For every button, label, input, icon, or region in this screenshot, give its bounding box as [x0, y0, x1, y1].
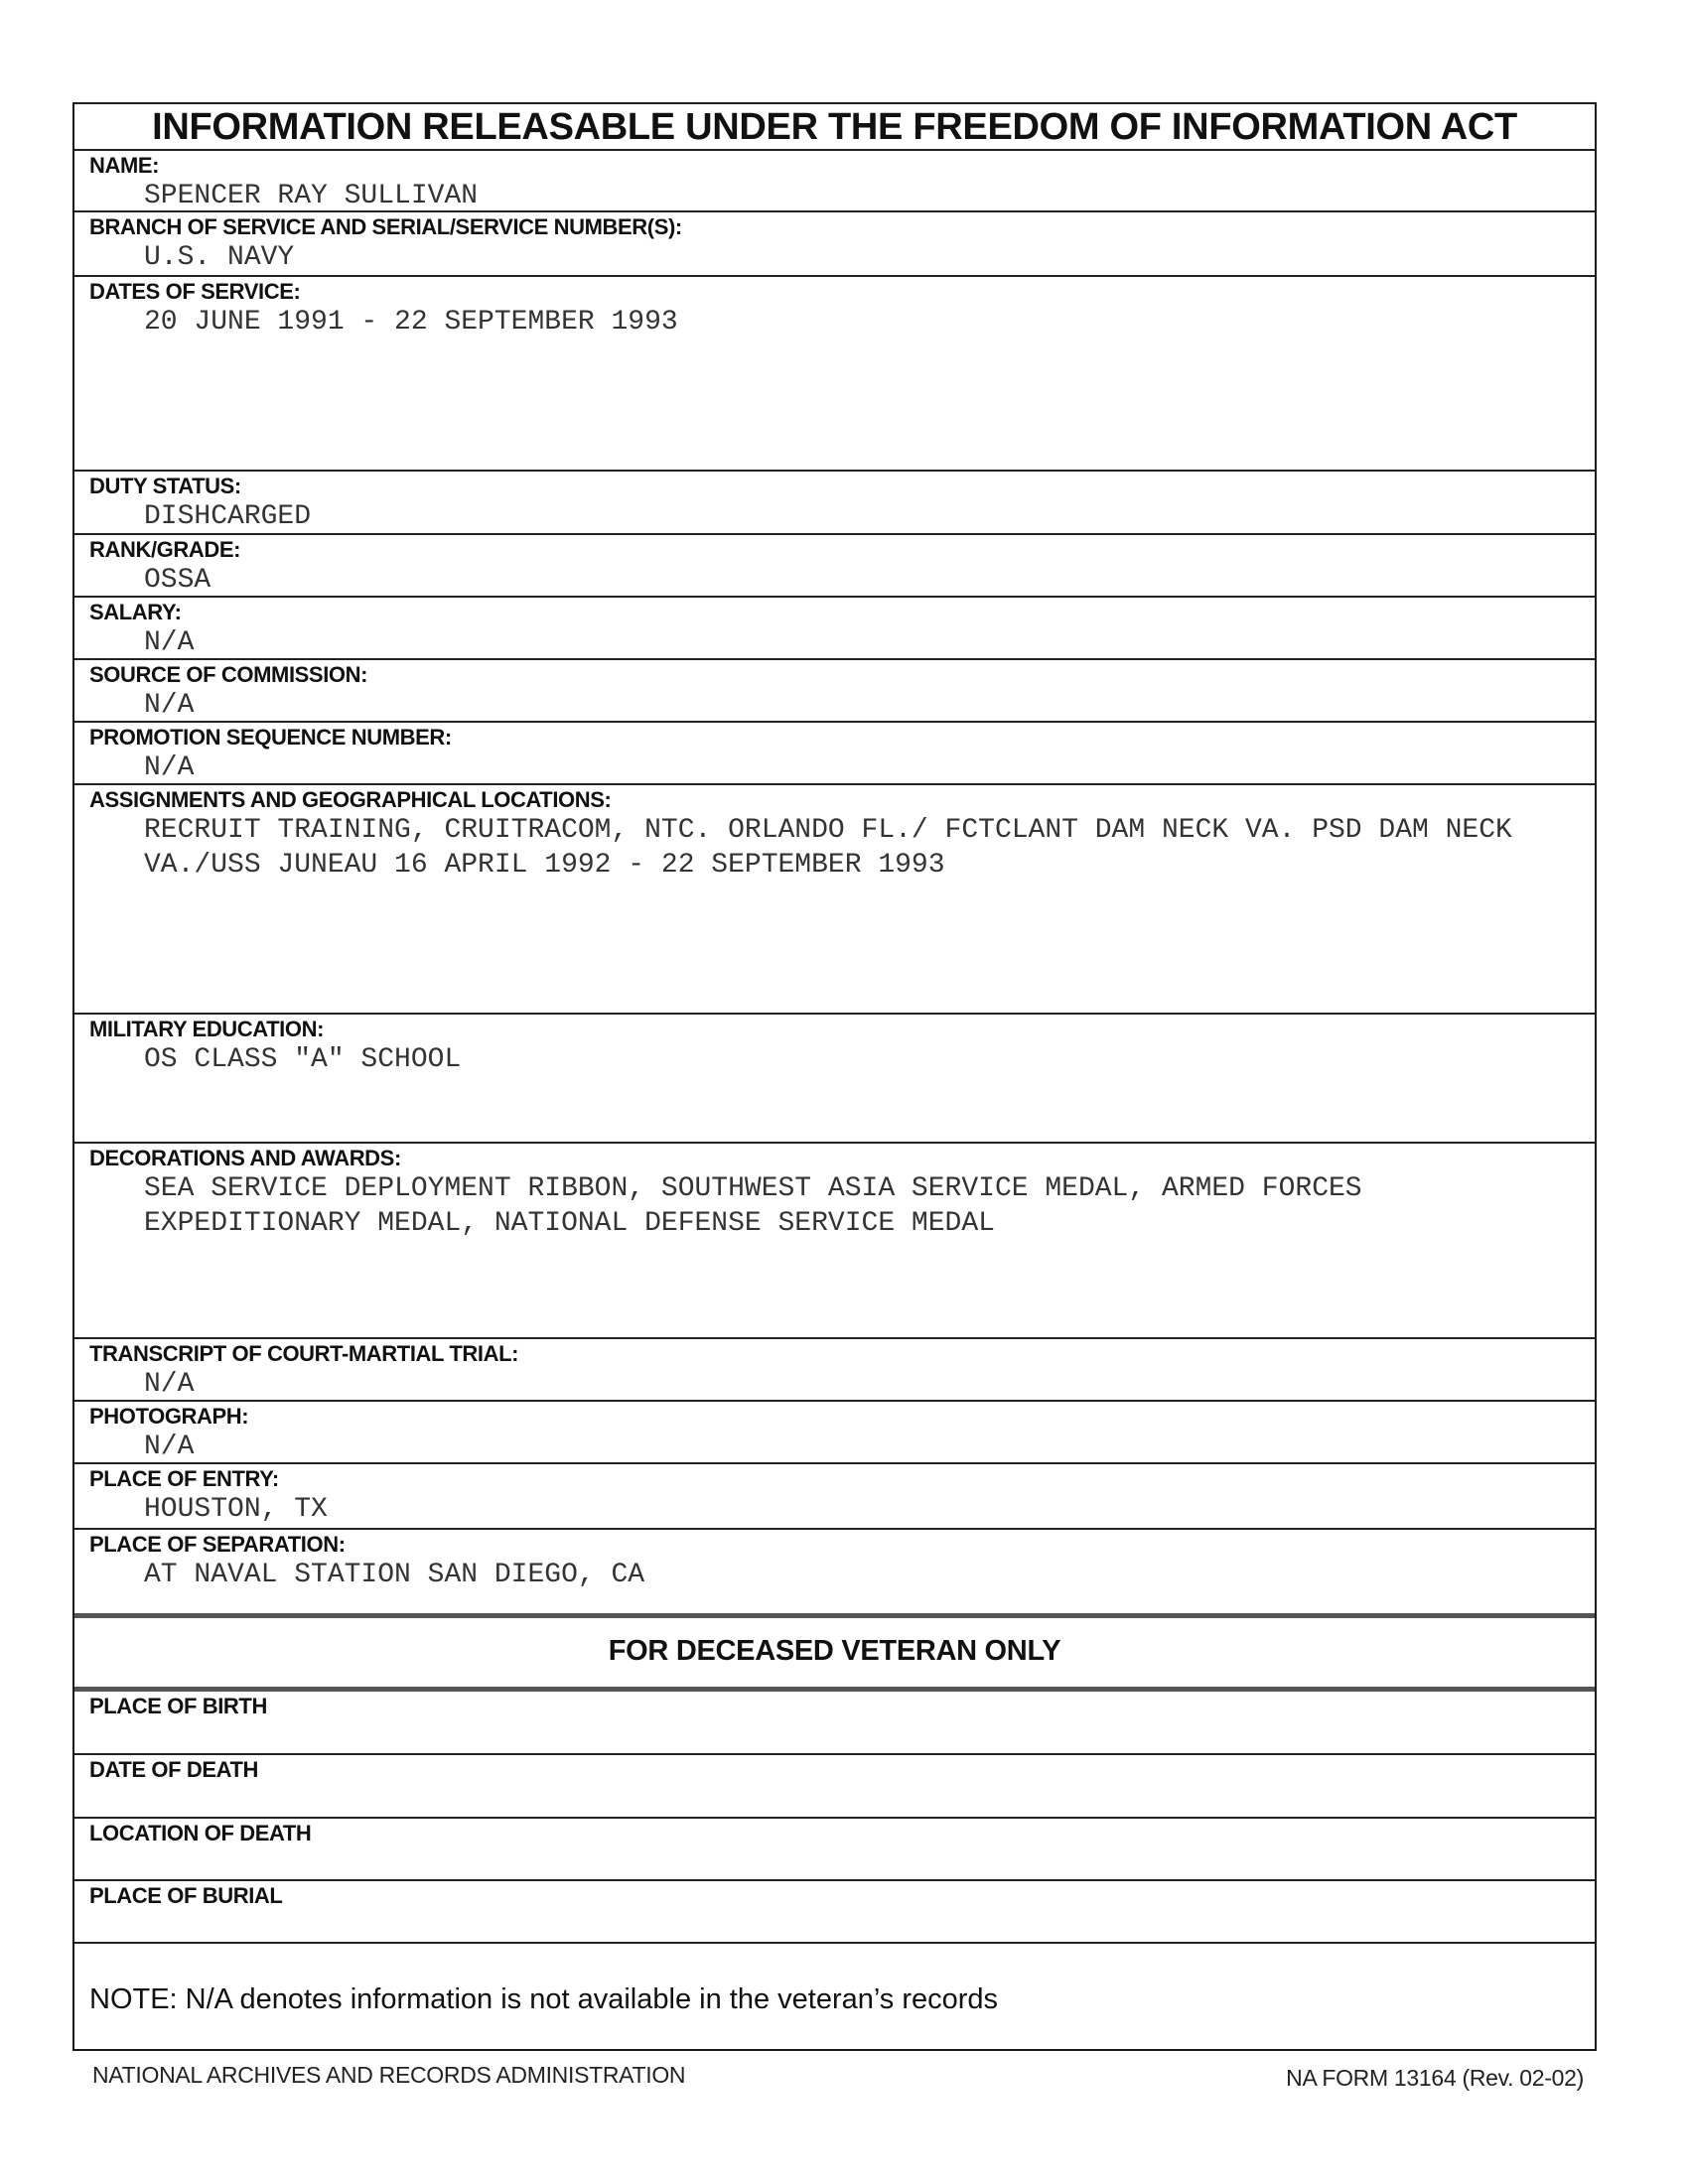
field-salary: [74, 596, 1595, 658]
field-value: RECRUIT TRAINING, CRUITRACOM, NTC. ORLANDO FL./ FCTCLANT DAM NECK VA. PSD DAM NECK VA./USS JUNEAU 16 APRIL 1992 - 22 SEPTEMBER 1993: [144, 815, 1529, 881]
note-text: NOTE: N/A denotes information is not available in the veteran’s records: [89, 1983, 999, 2015]
field-decorations-awards: [74, 1142, 1595, 1337]
field-label: PLACE OF SEPARATION:: [89, 1532, 346, 1557]
field-place-of-separation: [74, 1528, 1595, 1615]
field-label: DUTY STATUS:: [89, 474, 241, 498]
field-label: BRANCH OF SERVICE AND SERIAL/SERVICE NUMBER(S):: [89, 214, 682, 239]
field-label: DATE OF DEATH: [89, 1757, 258, 1782]
field-label: ASSIGNMENTS AND GEOGRAPHICAL LOCATIONS:: [89, 787, 612, 812]
field-value: OSSA: [144, 565, 211, 596]
field-assignments: [74, 783, 1595, 1013]
field-label: LOCATION OF DEATH: [89, 1821, 312, 1845]
field-date-of-death: [74, 1753, 1595, 1817]
field-value: U.S. NAVY: [144, 242, 295, 273]
field-name: [74, 149, 1595, 210]
field-source-of-commission: [74, 658, 1595, 721]
field-value: N/A: [144, 1432, 195, 1462]
field-rank-grade: [74, 533, 1595, 596]
field-label: NAME:: [89, 153, 160, 178]
field-value: SPENCER RAY SULLIVAN: [144, 181, 479, 211]
field-label: DECORATIONS AND AWARDS:: [89, 1146, 401, 1170]
field-label: PHOTOGRAPH:: [89, 1404, 249, 1429]
deceased-section-title: FOR DECEASED VETERAN ONLY: [608, 1635, 1061, 1667]
form-title: INFORMATION RELEASABLE UNDER THE FREEDOM OF INFORMATION ACT: [152, 106, 1517, 148]
note-row: [74, 1942, 1595, 2051]
field-location-of-death: [74, 1817, 1595, 1879]
field-label: DATES OF SERVICE:: [89, 279, 301, 304]
field-value: 20 JUNE 1991 - 22 SEPTEMBER 1993: [144, 307, 678, 338]
field-label: PLACE OF ENTRY:: [89, 1466, 279, 1491]
field-value: N/A: [144, 690, 195, 721]
field-value: OS CLASS "A" SCHOOL: [144, 1044, 462, 1075]
field-place-of-entry: [74, 1462, 1595, 1528]
field-label: RANK/GRADE:: [89, 537, 241, 562]
field-military-education: [74, 1013, 1595, 1142]
field-label: MILITARY EDUCATION:: [89, 1017, 325, 1041]
field-photograph: [74, 1400, 1595, 1462]
agency-name: NATIONAL ARCHIVES AND RECORDS ADMINISTRATION: [92, 2062, 686, 2088]
field-value: DISHCARGED: [144, 501, 312, 532]
field-court-martial-transcript: [74, 1337, 1595, 1400]
field-promotion-sequence-number: [74, 721, 1595, 783]
deceased-section-header: [74, 1613, 1595, 1689]
field-value: AT NAVAL STATION SAN DIEGO, CA: [144, 1560, 645, 1590]
form-number: NA FORM 13164 (Rev. 02-02): [1286, 2065, 1584, 2091]
field-place-of-birth: [74, 1687, 1595, 1753]
field-label: SOURCE OF COMMISSION:: [89, 662, 368, 687]
field-label: PROMOTION SEQUENCE NUMBER:: [89, 725, 452, 750]
field-value: N/A: [144, 1369, 195, 1400]
field-label: PLACE OF BURIAL: [89, 1883, 283, 1908]
field-label: TRANSCRIPT OF COURT-MARTIAL TRIAL:: [89, 1341, 519, 1366]
field-branch-of-service: [74, 210, 1595, 275]
field-dates-of-service: [74, 275, 1595, 470]
foia-release-form: [72, 102, 1597, 2051]
field-label: SALARY:: [89, 600, 182, 624]
field-value: N/A: [144, 752, 195, 783]
field-place-of-burial: [74, 1879, 1595, 1942]
field-value: N/A: [144, 627, 195, 658]
field-value: SEA SERVICE DEPLOYMENT RIBBON, SOUTHWEST ASIA SERVICE MEDAL, ARMED FORCES EXPEDITIONARY MEDAL, NATIONAL DEFENSE SERVICE MEDAL: [144, 1173, 1379, 1239]
field-duty-status: [74, 470, 1595, 533]
field-label: PLACE OF BIRTH: [89, 1694, 267, 1718]
field-value: HOUSTON, TX: [144, 1494, 328, 1525]
